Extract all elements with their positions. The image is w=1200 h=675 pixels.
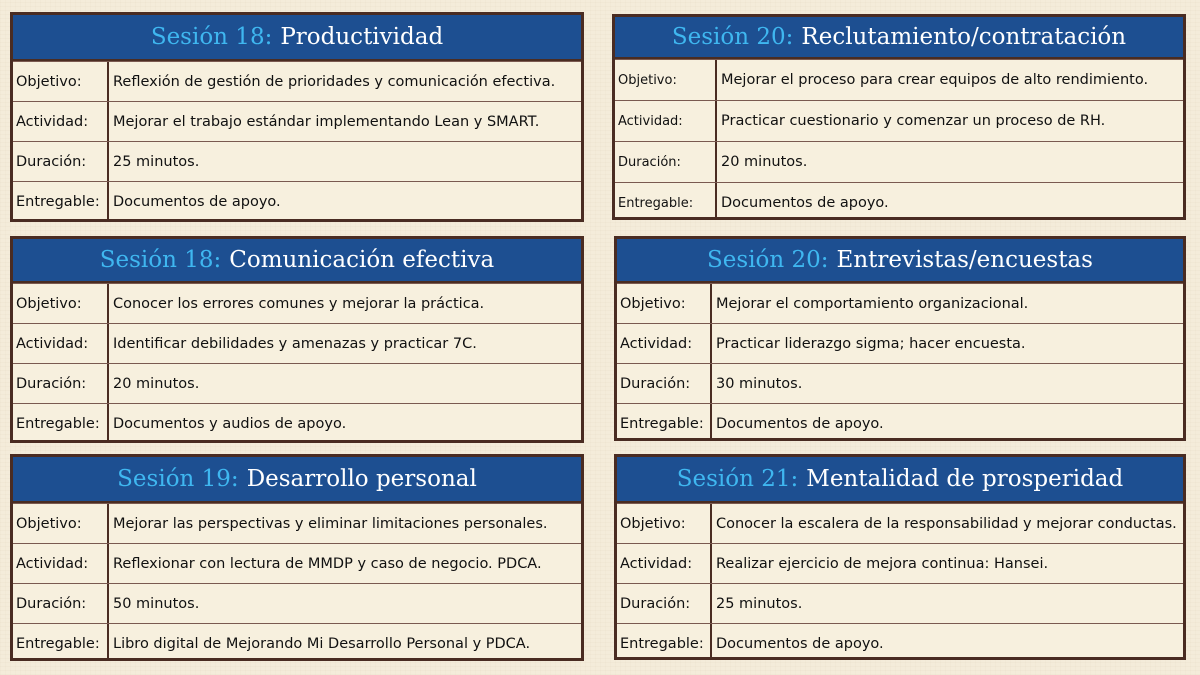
value-actividad: Identificar debilidades y amenazas y practicar 7C.: [113, 335, 477, 352]
card-header: [13, 239, 581, 283]
label-actividad: Actividad:: [615, 101, 717, 141]
row-actividad: [617, 323, 1183, 363]
label-duracion: Duración:: [617, 364, 712, 403]
row-actividad: [13, 543, 581, 583]
label-objetivo: Objetivo:: [13, 62, 109, 101]
row-entregable: [615, 182, 1183, 220]
card-header: [13, 457, 581, 503]
label-objetivo: Objetivo:: [615, 60, 717, 100]
label-entregable: Entregable:: [13, 182, 109, 221]
row-entregable: [617, 403, 1183, 441]
row-objetivo: [615, 59, 1183, 100]
row-duracion: [13, 583, 581, 623]
row-actividad: [13, 101, 581, 141]
value-objetivo: Mejorar el proceso para crear equipos de alto rendimiento.: [721, 72, 1149, 88]
value-duracion: 50 minutos.: [113, 595, 200, 612]
label-entregable: Entregable:: [13, 404, 109, 443]
card-header: [617, 239, 1183, 283]
value-duracion: 25 minutos.: [716, 595, 803, 612]
value-objetivo: Mejorar las perspectivas y eliminar limitaciones personales.: [113, 515, 548, 532]
label-actividad: Actividad:: [13, 544, 109, 583]
value-actividad: Reflexionar con lectura de MMDP y caso de negocio. PDCA.: [113, 555, 542, 572]
value-entregable: Documentos de apoyo.: [716, 635, 884, 652]
value-objetivo: Conocer la escalera de la responsabilidad y mejorar conductas.: [716, 515, 1177, 532]
session-number: Sesión 21:: [676, 466, 799, 492]
session-number: Sesión 20:: [671, 24, 794, 50]
row-objetivo: [617, 503, 1183, 543]
value-duracion: 25 minutos.: [113, 153, 200, 170]
card-header: [617, 457, 1183, 503]
row-objetivo: [13, 61, 581, 101]
label-duracion: Duración:: [615, 142, 717, 182]
value-entregable: Documentos de apoyo.: [721, 195, 889, 211]
session-number: Sesión 18:: [99, 247, 222, 273]
label-objetivo: Objetivo:: [13, 284, 109, 323]
value-entregable: Libro digital de Mejorando Mi Desarrollo Personal y PDCA.: [113, 635, 531, 652]
value-duracion: 30 minutos.: [716, 375, 803, 392]
label-entregable: Entregable:: [617, 404, 712, 441]
value-duracion: 20 minutos.: [113, 375, 200, 392]
label-objetivo: Objetivo:: [617, 284, 712, 323]
session-card-comunicacion: [10, 236, 584, 443]
label-objetivo: Objetivo:: [617, 504, 712, 543]
row-objetivo: [617, 283, 1183, 323]
value-objetivo: Conocer los errores comunes y mejorar la práctica.: [113, 295, 485, 312]
label-actividad: Actividad:: [13, 102, 109, 141]
label-duracion: Duración:: [617, 584, 712, 623]
session-card-reclutamiento: [612, 14, 1186, 220]
row-objetivo: [13, 503, 581, 543]
row-objetivo: [13, 283, 581, 323]
row-duracion: [617, 583, 1183, 623]
session-topic: Mentalidad de prosperidad: [806, 466, 1124, 492]
label-actividad: Actividad:: [617, 324, 712, 363]
card-header: [13, 15, 581, 61]
value-actividad: Practicar cuestionario y comenzar un proceso de RH.: [721, 113, 1106, 129]
value-actividad: Mejorar el trabajo estándar implementando Lean y SMART.: [113, 113, 540, 130]
session-card-prosperidad: [614, 454, 1186, 660]
row-entregable: [13, 623, 581, 661]
value-objetivo: Mejorar el comportamiento organizacional.: [716, 295, 1029, 312]
value-entregable: Documentos de apoyo.: [716, 415, 884, 432]
session-topic: Comunicación efectiva: [229, 247, 495, 273]
value-actividad: Realizar ejercicio de mejora continua: Hansei.: [716, 555, 1049, 572]
value-actividad: Practicar liderazgo sigma; hacer encuesta.: [716, 335, 1026, 352]
session-card-productividad: [10, 12, 584, 222]
session-number: Sesión 20:: [707, 247, 829, 273]
value-objetivo: Reflexión de gestión de prioridades y comunicación efectiva.: [113, 73, 556, 90]
row-duracion: [13, 141, 581, 181]
row-duracion: [615, 141, 1183, 182]
value-entregable: Documentos y audios de apoyo.: [113, 415, 347, 432]
card-header: [615, 17, 1183, 59]
label-duracion: Duración:: [13, 584, 109, 623]
label-actividad: Actividad:: [617, 544, 712, 583]
row-duracion: [617, 363, 1183, 403]
row-actividad: [13, 323, 581, 363]
label-objetivo: Objetivo:: [13, 504, 109, 543]
label-entregable: Entregable:: [13, 624, 109, 661]
session-card-entrevistas: [614, 236, 1186, 441]
label-actividad: Actividad:: [13, 324, 109, 363]
row-actividad: [615, 100, 1183, 141]
session-topic: Reclutamiento/contratación: [801, 24, 1127, 50]
session-number: Sesión 19:: [117, 466, 239, 492]
row-entregable: [617, 623, 1183, 660]
value-duracion: 20 minutos.: [721, 154, 808, 170]
label-duracion: Duración:: [13, 364, 109, 403]
session-topic: Entrevistas/encuestas: [836, 247, 1093, 273]
value-entregable: Documentos de apoyo.: [113, 193, 281, 210]
session-number: Sesión 18:: [150, 24, 273, 50]
label-entregable: Entregable:: [615, 183, 717, 220]
session-card-desarrollo: [10, 454, 584, 661]
row-entregable: [13, 403, 581, 443]
label-entregable: Entregable:: [617, 624, 712, 660]
session-topic: Desarrollo personal: [246, 466, 477, 492]
row-duracion: [13, 363, 581, 403]
row-actividad: [617, 543, 1183, 583]
label-duracion: Duración:: [13, 142, 109, 181]
row-entregable: [13, 181, 581, 221]
session-topic: Productividad: [280, 24, 444, 50]
